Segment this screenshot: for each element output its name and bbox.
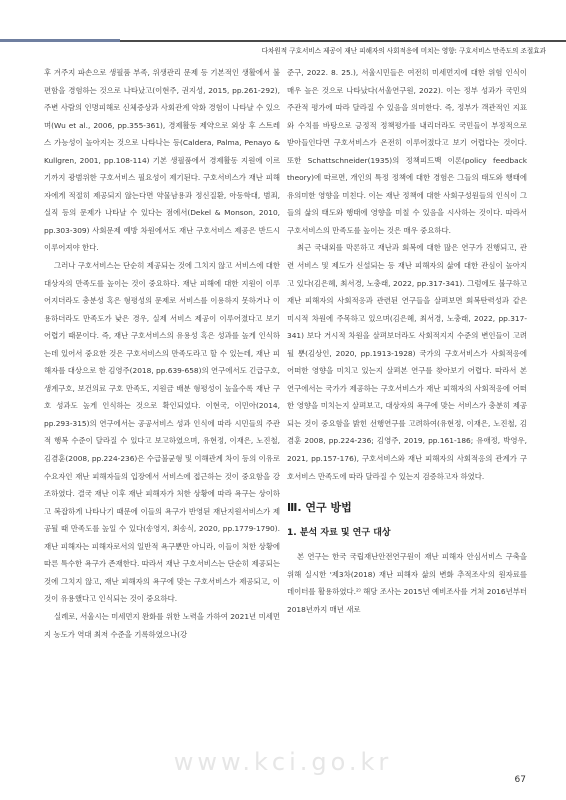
page-number: 67 xyxy=(514,775,526,785)
subsection-heading: 1. 분석 자료 및 연구 대상 xyxy=(287,528,391,539)
body-paragraph: 본 연구는 한국 국립재난안전연구원이 재난 피해자 안심서비스 구축을 위해 실시한 '제3차(2018) 재난 피해자 삶의 변화 추적조사'의 원자료를 데이터를 활용하였다.²⁾ 해당 조사는 2015년 예비조사를 거쳐 2016년부터 2018년까지 매년 새로 xyxy=(287,552,527,614)
body-paragraph: 후 겨주지 파손으로 생필품 부족, 위생관리 문제 등 기본적인 생활에서 불편함을 경험하는 것으로 나타났고(이현주, 권지성, 2015, pp.261-292), 주변 사람의 인명피해로 신체증상과 사회관계 악화 경험이 나타날 수 있으며(Wu et al., 2006, pp.355-361), 경제활동 제약으로 외상 후 스트레스 가능성이 높아지는 것으로 나타나는 등(Caldera, Palma, Penayo & Kullgren, 2001, pp.108-114) 기본 생필품에서 경제활동 지원에 이르기까지 광범위한 구호서비스 필요성이 제기된다. 구호서비스가 재난 피해자에게 적절히 제공되지 않는다면 약물남용과 정신질환, 아동학대, 범죄, 실직 등의 문제가 나타날 수 있다는 점에서(Dekel & Monson, 2010, pp.303-309) 사회문제 예방 차원에서도 재난 구호서비스 제공은 반드시 이루어져야 한다. xyxy=(44,68,280,253)
body-paragraph: 그러나 구호서비스는 단순히 제공되는 것에 그치지 않고 서비스에 대한 대상자의 만족도를 높이는 것이 중요하다. 재난 피해에 대한 지원이 이루어지더라도 충분성 혹은 형평성의 문제로 서비스를 이용하지 못하거나 이용하더라도 만족도가 낮은 경우, 실제 서비스 제공이 이루어졌다고 보기 어렵기 때문이다. 즉, 재난 구호서비스의 유용성 혹은 성과를 높게 인식하는데 있어서 중요한 것은 구호서비스의 만족도라고 할 수 있는데, 재난 피해자를 대상으로 한 김영주(2018, pp.639-658)의 연구에서도 긴급구호, 생계구호, 보건의료 구호 만족도, 지원금 배분 형평성이 높을수록 재난 구호 성과도 높게 인식하는 것으로 확인되었다. 이현국, 이민아(2014, pp.293-315)의 연구에서는 공공서비스 성과 인식에 따라 시민들의 주관적 행복 수준이 달라질 수 있다고 보고하였으며, 유현정, 이재은, 노진철, 김겸훈(2008, pp.224-236)은 수급불균형 및 이해관계 차이 등의 이유로 수요자인 재난 피해자들의 입장에서 서비스에 접근하는 것이 중요함을 강조하였다. 결국 재난 이후 재난 피해자가 처한 상황에 따라 욕구는 상이하고 복잡하게 나타나기 때문에 이들의 욕구가 반영된 재난지원서비스가 제공될 때 만족도를 높일 수 있다(송영지, 최송식, 2020, pp.1779-1790). 재난 피해자는 피해자로서의 일반적 욕구뿐만 아니라, 이들이 처한 상황에 따른 특수한 욕구가 존재한다. 따라서 재난 구호서비스는 단순히 제공되는 것에 그치지 않고, 재난 피해자의 욕구에 맞는 구호서비스가 제공되고, 이것이 유용했다고 인식되는 것이 중요하다. xyxy=(44,261,280,604)
right-column xyxy=(287,64,527,618)
section-heading: Ⅲ. 연구 방법 xyxy=(287,501,352,515)
watermark: www.kci.go.kr xyxy=(173,748,393,776)
body-paragraph: 실례로, 서울시는 미세먼지 완화를 위한 노력을 가하여 2021년 미세먼지 농도가 역대 최저 수준을 기록하였으나(강 xyxy=(44,611,280,639)
header-rule xyxy=(0,40,566,42)
header-rule-accent xyxy=(0,39,120,42)
body-paragraph: 준구, 2022. 8. 25.), 서울시민들은 여전히 미세먼지에 대한 위험 인식이 매우 높은 것으로 나타났다(서울연구원, 2022). 이는 정부 성과가 국민의 주관적 평가에 따라 달라질 수 있음을 의미한다. 즉, 정부가 객관적인 지표와 수치를 바탕으로 긍정적 정책평가를 내리더라도 국민들이 부정적으로 받아들인다면 구호서비스가 온전히 이루어졌다고 보기 어렵다는 것이다. 또한 Schattschneider(1935)의 정책피드백 이론(policy feedback theory)에 따르면, 개인의 특정 정책에 대한 경험은 그들의 태도와 행태에 유의미한 영향을 미친다. 이는 재난 정책에 대한 사회구성원들의 인식이 그들의 삶의 태도와 행태에 영향을 미칠 수 있음을 시사하는 것이다. 따라서 구호서비스의 만족도를 높이는 것은 매우 중요하다. xyxy=(287,68,527,235)
left-column xyxy=(44,64,280,643)
running-header: 다차원적 구호서비스 제공이 재난 피해자의 사회적응에 미치는 영향: 구호서비스 만족도의 조절효과 xyxy=(261,47,546,55)
body-paragraph: 최근 국내외를 막론하고 재난과 회복에 대한 많은 연구가 진행되고, 관련 서비스 및 제도가 신설되는 등 재난 피해자의 삶에 대한 관심이 높아지고 있다(김은혜, 최서경, 노충래, 2022, pp.317-341). 그럼에도 불구하고 재난 피해자의 사회적응과 관련된 연구들을 살펴보면 회복탄력성과 같은 미시적 차원에 주목하고 있으며(김은혜, 최서경, 노충래, 2022, pp.317-341) 보다 거시적 차원을 살펴보더라도 사회적지지 수준의 변인들이 고려될 뿐(김상인, 2020, pp.1913-1928) 국가의 구호서비스가 사회적응에 어떠한 영향을 미치고 있는지 살펴본 연구를 찾아보기 어렵다. 따라서 본 연구에서는 국가가 제공하는 구호서비스가 재난 피해자의 사회적응에 어떠한 영향을 미치는지 살펴보고, 대상자의 욕구에 맞는 서비스가 충분히 제공되는 것이 중요함을 밝힌 선행연구를 고려하여(유현정, 이재은, 노진철, 김겸훈 2008, pp.224-236; 김영주, 2019, pp.161-186; 유애정, 박영우, 2021, pp.157-176), 구호서비스와 재난 피해자의 사회적응의 관계가 구호서비스 만족도에 따라 달라질 수 있는지 검증하고자 하였다. xyxy=(287,243,527,481)
